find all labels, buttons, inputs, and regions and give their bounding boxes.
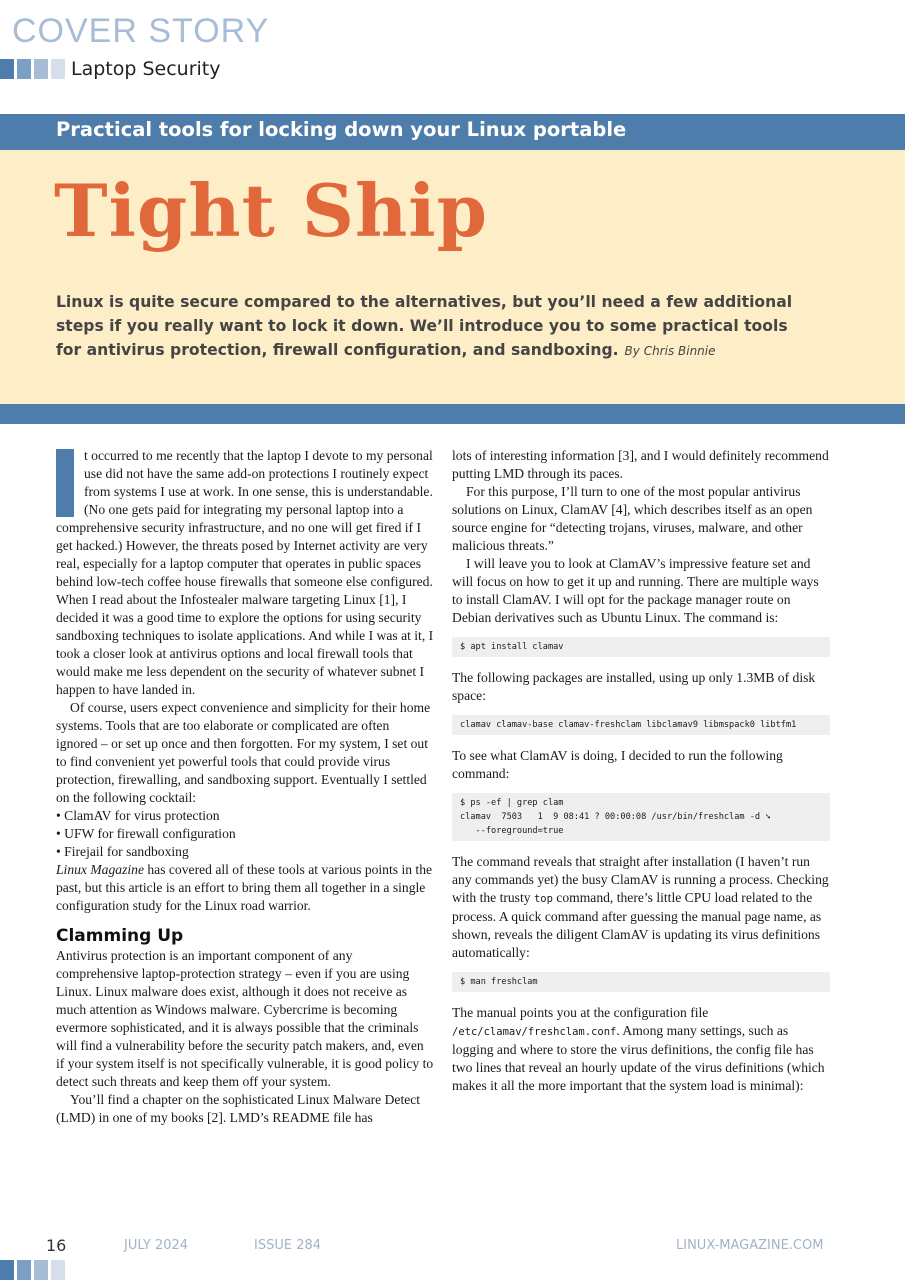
article-header [0, 114, 905, 424]
code-block: $ man freshclam [452, 972, 830, 992]
page-number: 16 [46, 1236, 67, 1255]
code-block: clamav clamav-base clamav-freshclam libclamav9 libmspack0 libtfm1 [452, 715, 830, 735]
paragraph: Of course, users expect convenience and simplicity for their home systems. Tools that are too elaborate or complicated are often ignored – or set up once and then forgotten. For my system, I set out to find convenient yet powerful tools that could provide virus protection, firewalling, and sandboxing support. Eventually I settled on the following cocktail: [56, 700, 431, 805]
paragraph: Linux Magazine has covered all of these tools at various points in the past, but this article is an effort to bring them all together in a single configuration study for the Linux road warrior. [56, 862, 433, 913]
footer-issue: ISSUE 284 [254, 1238, 322, 1253]
paragraph: The manual points you at the configuration file /etc/clamav/freshclam.conf. Among many settings, such as logging and where to store the virus definitions, the config file has two lines that reveal an hourly update of the virus definitions (which makes it all the more important that the system load is minimal): [452, 1005, 825, 1093]
lede-text: Linux is quite secure compared to the alternatives, but you’ll need a few additional steps if you really want to lock it down. We’ll introduce you to some practical tools for antivirus protection, firewall configuration, and sandboxing. [56, 293, 793, 359]
footer-decor-squares [0, 1260, 65, 1280]
decor-squares [0, 59, 65, 79]
paragraph: For this purpose, I’ll turn to one of the most popular antivirus solutions on Linux, ClamAV [4], which describes itself as an open source engine for “detecting trojans, viruses, malware, and other malicious threats.” [452, 484, 813, 553]
byline: By Chris Binnie [624, 344, 716, 358]
section-label: COVER STORY [12, 12, 270, 50]
list-item: • UFW for firewall configuration [56, 825, 434, 843]
paragraph: You’ll find a chapter on the sophisticated Linux Malware Detect (LMD) in one of my books [2]. LMD’s README file has [56, 1092, 421, 1125]
paragraph: lots of interesting information [3], and I would definitely recommend putting LMD through its paces. [452, 448, 829, 481]
right-column [452, 447, 830, 1095]
paragraph: Antivirus protection is an important component of any comprehensive laptop-protection strategy – even if you are using Linux. Linux malware does exist, although it does not receive as much attention as Windows malware. Cybercrime is becoming evermore sophisticated, and it is always possible that the criminals will find a vulnerability before the security patch makers, and, even if your system itself is not specifically vulnerable, it is good policy to detect such threats and keep them off your system. [56, 948, 434, 1089]
drop-cap [56, 449, 74, 517]
footer-date: JULY 2024 [124, 1238, 189, 1253]
paragraph: I will leave you to look at ClamAV’s impressive feature set and will focus on how to get it up and running. There are multiple ways to install ClamAV. I will opt for the package manager route on Debian derivatives such as Ubuntu Linux. The command is: [452, 556, 819, 625]
article-title: Tight Ship [54, 168, 488, 253]
header-bottom-bar [0, 404, 905, 424]
subsection-label: Laptop Security [71, 58, 221, 80]
subsection-wrap [0, 58, 221, 80]
lede [56, 290, 806, 363]
paragraph: The following packages are installed, using up only 1.3MB of disk space: [452, 670, 816, 703]
paragraph: To see what ClamAV is doing, I decided to run the following command: [452, 748, 783, 781]
paragraph: t occurred to me recently that the laptop I devote to my personal use did not have the same add-on protections I routinely expect from systems I use at work. In one sense, this is understandable. (No one gets paid for integrating my personal laptop into a comprehensive security infrastructure, and no one will get fired if I get hacked.) However, the threats posed by Internet activity are very real, especially for a laptop computer that operates in public spaces behind low-tech coffee house firewalls that someone else configured. When I read about the Infostealer malware targeting Linux [1], I decided it was a good time to explore the options for using security sandboxing techniques to isolate applications. And while I was at it, I took a closer look at antivirus options and local firewall tools that would make me less dependent on the security of whatever subnet I happen to have landed in. [56, 448, 434, 697]
paragraph: The command reveals that straight after installation (I haven’t run any commands yet) the busy ClamAV is running a process. Checking with the trusty top command, there’s little CPU load related to the process. A quick command after guessing the manual page name, as shown, reveals the diligent ClamAV is updating its virus definitions automatically: [452, 854, 829, 960]
bullet-list [56, 807, 434, 861]
section-heading: Clamming Up [56, 926, 184, 946]
list-item: • Firejail for sandboxing [56, 843, 434, 861]
left-column [56, 447, 434, 1127]
line-continuation-icon: ➘ [765, 812, 771, 822]
code-block: $ apt install clamav [452, 637, 830, 657]
list-item: • ClamAV for virus protection [56, 807, 434, 825]
footer-site: LINUX-MAGAZINE.COM [676, 1238, 824, 1253]
code-block: $ ps -ef | grep clam clamav 7503 1 9 08:41 ? 00:00:08 /usr/bin/freshclam -d ➘ --foreground=true [452, 793, 830, 841]
kicker: Practical tools for locking down your Linux portable [56, 118, 627, 141]
